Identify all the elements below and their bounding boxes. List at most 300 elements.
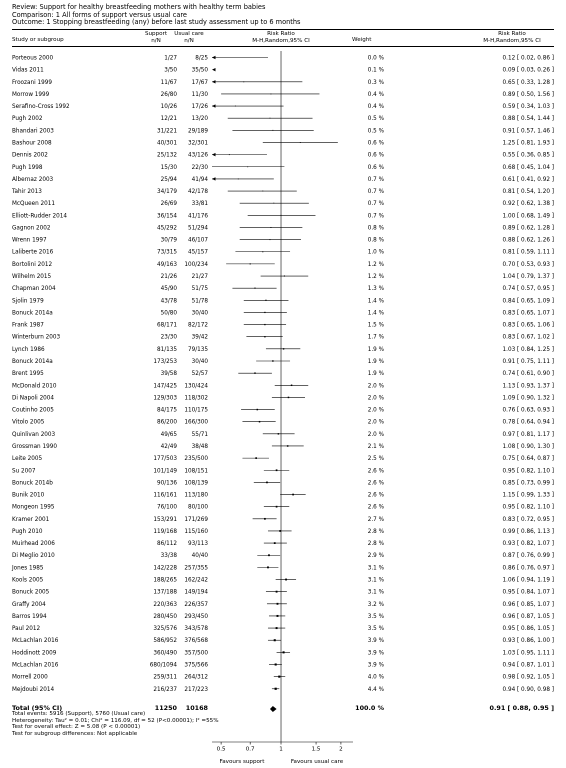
study-usual: 235/500 (184, 456, 208, 463)
study-support: 11/67 (160, 79, 177, 86)
study-ci: 1.03 [ 0.84, 1.25 ] (502, 346, 554, 353)
study-usual: 171/269 (184, 516, 208, 523)
study-support: 280/450 (153, 613, 177, 620)
study-usual: 217/223 (184, 686, 208, 693)
study-usual: 51/294 (187, 225, 208, 232)
study-support: 86/112 (156, 541, 177, 548)
study-usual: 79/135 (187, 346, 208, 353)
study-ci: 0.83 [ 0.65, 1.06 ] (502, 322, 554, 329)
study-point (229, 154, 230, 155)
study-support: 26/80 (160, 91, 177, 98)
study-ci: 0.12 [ 0.02, 0.86 ] (502, 55, 554, 62)
study-ci: 0.85 [ 0.73, 0.99 ] (502, 480, 554, 487)
study-point (278, 433, 279, 434)
study-support: 119/168 (153, 528, 177, 535)
study-weight: 2.8 % (367, 541, 384, 548)
study-point (243, 81, 244, 82)
study-weight: 2.1 % (367, 443, 384, 450)
study-ci: 0.91 [ 0.57, 1.46 ] (502, 128, 554, 135)
study-weight: 1.4 % (367, 298, 384, 305)
col-usual-label: Usual care (174, 31, 204, 37)
study-weight: 0.7 % (367, 189, 384, 196)
study-point (291, 385, 292, 386)
comparison-title: Comparison: 1 All forms of support versus usual care (12, 10, 187, 19)
study-weight: 0.5 % (367, 128, 384, 135)
study-usual: 51/78 (191, 298, 208, 305)
study-support: 34/179 (156, 189, 177, 196)
study-support: 259/311 (153, 674, 177, 681)
study-usual: 108/151 (184, 468, 208, 475)
study-usual: 100/234 (184, 261, 208, 268)
study-weight: 4.4 % (367, 686, 384, 693)
study-ci: 0.61 [ 0.41, 0.92 ] (502, 176, 554, 183)
study-usual: 32/301 (187, 140, 208, 147)
study-name: Wilhelm 2015 (12, 274, 52, 281)
study-usual: 35/50 (191, 67, 208, 74)
study-name: Wrenn 1997 (12, 237, 47, 244)
study-ci: 1.08 [ 0.90, 1.30 ] (502, 443, 554, 450)
study-ci: 0.74 [ 0.57, 0.95 ] (502, 286, 554, 293)
study-usual: 130/424 (184, 383, 208, 390)
study-ci: 0.83 [ 0.67, 1.02 ] (502, 334, 554, 341)
favours-left-label: Favours support (219, 759, 265, 765)
x-tick-label: 0.7 (245, 746, 255, 753)
study-name: Froozani 1999 (12, 79, 52, 86)
study-name: Winterburn 2003 (12, 334, 61, 341)
study-point (283, 348, 284, 349)
study-ci: 1.03 [ 0.95, 1.11 ] (502, 650, 554, 657)
study-support: 15/30 (160, 164, 177, 171)
study-ci: 1.06 [ 0.94, 1.19 ] (502, 577, 554, 584)
x-tick-label: 1 (279, 746, 283, 753)
study-name: Quinlivan 2003 (12, 431, 56, 438)
study-ci: 0.78 [ 0.64, 0.94 ] (502, 419, 554, 426)
study-support: 23/30 (160, 334, 177, 341)
study-name: Pugh 2010 (12, 528, 43, 535)
study-usual: 118/302 (184, 395, 208, 402)
study-usual: 45/157 (187, 249, 208, 256)
study-weight: 2.6 % (367, 468, 384, 475)
study-name: Vidas 2011 (12, 67, 44, 74)
study-weight: 1.9 % (367, 371, 384, 378)
study-ci: 0.59 [ 0.34, 1.03 ] (502, 104, 554, 111)
study-ci: 0.91 [ 0.75, 1.11 ] (502, 359, 554, 365)
col-rr-plot-label: Risk Ratio (267, 31, 295, 37)
study-ci: 0.94 [ 0.90, 0.98 ] (502, 686, 554, 693)
study-ci: 0.76 [ 0.63, 0.93 ] (502, 407, 554, 414)
study-usual: 41/176 (187, 213, 208, 220)
study-usual: 41/94 (191, 176, 208, 183)
study-name: Bunik 2010 (12, 492, 45, 499)
study-support: 153/291 (153, 516, 177, 523)
study-support: 142/228 (153, 565, 177, 572)
study-name: Kramer 2001 (12, 516, 50, 523)
study-name: Pugh 1998 (12, 164, 43, 171)
study-support: 26/69 (160, 201, 177, 208)
study-point (275, 663, 277, 665)
overall-effect: Test for overall effect: Z = 5.08 (P < 0.00001) (12, 724, 141, 730)
study-name: McLachlan 2016 (12, 662, 59, 669)
study-usual: 376/568 (184, 638, 208, 645)
study-point (275, 688, 277, 690)
study-point (276, 506, 278, 508)
study-name: Bonuck 2014a (12, 310, 53, 317)
study-weight: 2.0 % (367, 431, 384, 438)
study-usual: 93/113 (187, 541, 208, 548)
study-support: 137/188 (153, 589, 177, 596)
study-ci-arrow-left (212, 153, 216, 156)
study-ci-arrow-left (212, 68, 216, 71)
total-support: 11250 (154, 704, 177, 712)
study-usual: 52/57 (191, 371, 208, 378)
study-point (277, 603, 279, 605)
study-ci: 0.68 [ 0.45, 1.04 ] (502, 164, 554, 171)
study-weight: 3.1 % (367, 589, 384, 596)
study-point (272, 360, 273, 361)
study-usual: 38/48 (191, 443, 208, 450)
study-ci: 0.86 [ 0.76, 0.97 ] (502, 565, 554, 572)
study-name: Kools 2005 (12, 577, 44, 584)
study-name: Bashour 2008 (12, 140, 52, 147)
study-ci: 0.96 [ 0.87, 1.05 ] (502, 613, 554, 620)
study-point (292, 494, 294, 496)
study-weight: 3.1 % (367, 577, 384, 584)
study-weight: 0.4 % (367, 104, 384, 111)
study-ci: 1.25 [ 0.81, 1.93 ] (502, 140, 554, 147)
study-support: 36/154 (156, 213, 177, 220)
study-weight: 1.2 % (367, 274, 384, 281)
study-weight: 2.6 % (367, 480, 384, 487)
study-support: 40/301 (156, 140, 177, 147)
study-name: Graffy 2004 (12, 601, 46, 608)
study-name: Pugh 2002 (12, 116, 43, 123)
study-weight: 2.6 % (367, 504, 384, 511)
study-support: 45/292 (156, 225, 177, 232)
study-point (264, 324, 265, 325)
study-weight: 0.0 % (367, 55, 384, 62)
study-point (262, 191, 263, 192)
study-support: 68/171 (156, 322, 177, 329)
study-ci: 0.88 [ 0.62, 1.26 ] (502, 237, 554, 244)
total-events: Total events: 5916 (Support), 5760 (Usual care) (12, 711, 146, 717)
study-usual: 11/30 (191, 91, 208, 98)
study-usual: 22/30 (191, 164, 208, 171)
study-ci: 0.95 [ 0.84, 1.07 ] (502, 589, 554, 596)
study-support: 3/50 (164, 67, 177, 74)
study-point (277, 615, 279, 617)
study-point (264, 336, 265, 337)
study-support: 31/221 (156, 128, 177, 135)
study-ci: 0.81 [ 0.59, 1.11 ] (502, 249, 554, 256)
study-usual: 375/566 (184, 662, 208, 669)
study-weight: 1.5 % (367, 322, 384, 329)
study-weight: 1.9 % (367, 359, 384, 365)
study-support: 90/136 (156, 480, 177, 487)
study-usual: 55/71 (191, 431, 208, 438)
study-usual: 46/107 (187, 237, 208, 244)
study-ci: 0.92 [ 0.62, 1.38 ] (502, 201, 554, 208)
study-weight: 1.9 % (367, 346, 384, 353)
study-point (250, 263, 251, 264)
col-rr-plot-method: M-H,Random,95% CI (252, 37, 310, 44)
study-weight: 0.6 % (367, 164, 384, 171)
study-name: Vitolo 2005 (12, 419, 45, 426)
study-usual: 343/578 (184, 626, 208, 633)
study-name: Laliberte 2016 (12, 249, 54, 256)
study-name: Grossman 1990 (12, 443, 57, 450)
study-weight: 0.6 % (367, 152, 384, 159)
study-usual: 30/40 (191, 359, 208, 365)
study-name: Tahir 2013 (12, 189, 42, 196)
study-weight: 0.6 % (367, 140, 384, 147)
x-tick-label: 0.5 (216, 746, 226, 753)
study-support: 39/58 (160, 371, 177, 378)
study-point (300, 142, 301, 143)
study-point (270, 93, 271, 94)
favours-right-label: Favours usual care (290, 759, 344, 765)
review-title: Review: Support for healthy breastfeeding mothers with healthy term babies (12, 3, 266, 11)
study-usual: 115/160 (184, 528, 208, 535)
study-name: McDonald 2010 (12, 383, 57, 390)
col-support-unit: n/N (151, 37, 161, 44)
study-ci-arrow-left (212, 56, 216, 59)
study-point (266, 482, 268, 484)
col-study: Study or subgroup (12, 37, 64, 43)
study-point (283, 651, 285, 653)
study-name: McQueen 2011 (12, 201, 56, 208)
study-point (238, 178, 239, 179)
study-weight: 0.3 % (367, 79, 384, 86)
study-name: Porteous 2000 (12, 55, 54, 62)
study-point (287, 445, 289, 447)
study-name: Bhandari 2003 (12, 128, 54, 135)
study-weight: 1.2 % (367, 261, 384, 268)
study-ci: 0.95 [ 0.82, 1.10 ] (502, 468, 554, 475)
study-ci: 0.89 [ 0.50, 1.56 ] (502, 91, 554, 98)
study-support: 188/265 (153, 577, 177, 584)
study-name: Sjolin 1979 (12, 298, 44, 305)
study-ci: 0.99 [ 0.86, 1.13 ] (502, 528, 554, 535)
study-weight: 2.9 % (367, 553, 384, 560)
study-name: Su 2007 (12, 468, 36, 475)
study-usual: 113/180 (184, 492, 208, 499)
study-point (270, 118, 271, 119)
col-usual-unit: n/N (184, 37, 194, 44)
study-weight: 2.5 % (367, 456, 384, 463)
study-point (264, 518, 266, 520)
study-ci: 1.13 [ 0.93, 1.37 ] (502, 383, 554, 390)
study-usual: 162/242 (184, 577, 208, 584)
study-point (276, 469, 278, 471)
study-support: 45/90 (160, 286, 177, 293)
study-name: Hoddinott 2009 (12, 650, 57, 657)
heterogeneity: Heterogeneity: Tau² = 0.01; Chi² = 116.09, df = 52 (P<0.00001); I² =55% (12, 717, 219, 724)
study-weight: 3.5 % (367, 626, 384, 633)
study-point (254, 372, 255, 373)
study-support: 21/26 (160, 274, 177, 281)
study-ci: 0.95 [ 0.86, 1.05 ] (502, 626, 554, 633)
study-weight: 2.0 % (367, 395, 384, 402)
study-support: 1/27 (164, 55, 177, 62)
total-label: Total (95% CI) (12, 704, 63, 712)
study-usual: 51/75 (191, 286, 208, 293)
study-support: 586/952 (153, 638, 177, 645)
study-ci-arrow-left (212, 177, 216, 180)
study-point (269, 239, 270, 240)
x-tick-label: 2 (339, 746, 343, 753)
study-name: Bonuck 2014a (12, 359, 53, 365)
study-name: Brent 1995 (12, 371, 44, 378)
study-support: 50/80 (160, 310, 177, 317)
study-usual: 21/27 (191, 274, 208, 281)
study-point (272, 130, 273, 131)
study-ci: 0.93 [ 0.86, 1.00 ] (502, 638, 554, 645)
study-support: 76/100 (156, 504, 177, 511)
study-point (247, 166, 248, 167)
study-weight: 3.9 % (367, 662, 384, 669)
study-support: 25/132 (156, 152, 177, 159)
study-ci: 0.65 [ 0.33, 1.28 ] (502, 79, 554, 86)
study-support: 177/503 (153, 456, 177, 463)
study-name: Serafino-Cross 1992 (12, 104, 70, 111)
study-usual: 110/175 (184, 407, 208, 414)
study-usual: 17/26 (191, 104, 208, 111)
study-support: 43/78 (160, 298, 177, 305)
study-weight: 2.0 % (367, 419, 384, 426)
study-usual: 293/450 (184, 613, 208, 620)
study-ci: 0.96 [ 0.85, 1.07 ] (502, 601, 554, 608)
study-support: 42/49 (160, 443, 177, 450)
study-support: 49/65 (160, 431, 177, 438)
study-support: 680/1094 (149, 662, 177, 669)
study-ci: 0.09 [ 0.03, 0.26 ] (502, 67, 554, 74)
study-ci: 0.55 [ 0.36, 0.85 ] (502, 152, 554, 159)
study-support: 325/576 (153, 626, 177, 633)
study-name: Lynch 1986 (12, 346, 45, 353)
study-ci: 0.88 [ 0.54, 1.44 ] (502, 116, 554, 123)
study-usual: 82/172 (187, 322, 208, 329)
study-ci: 0.97 [ 0.81, 1.17 ] (502, 431, 554, 438)
study-ci: 0.87 [ 0.76, 0.99 ] (502, 553, 554, 560)
study-ci: 0.74 [ 0.61, 0.90 ] (502, 371, 554, 378)
study-name: Elliott-Rudder 2014 (12, 213, 67, 220)
study-usual: 264/312 (184, 674, 208, 681)
study-ci: 0.95 [ 0.82, 1.10 ] (502, 504, 554, 511)
study-name: Albernaz 2003 (12, 176, 54, 183)
total-diamond (270, 706, 277, 712)
study-usual: 80/100 (187, 504, 208, 511)
study-support: 360/490 (153, 650, 177, 657)
study-ci: 1.04 [ 0.79, 1.37 ] (502, 274, 554, 281)
study-support: 129/303 (153, 395, 177, 402)
study-ci-arrow-left (212, 80, 216, 83)
study-support: 147/425 (153, 383, 177, 390)
study-point (259, 421, 260, 422)
study-point (268, 554, 270, 556)
study-point (274, 639, 276, 641)
study-usual: 43/126 (187, 152, 208, 159)
study-point (274, 542, 276, 544)
study-point (285, 579, 287, 581)
study-name: Di Napoli 2004 (12, 395, 55, 402)
study-usual: 29/189 (187, 128, 208, 135)
study-weight: 3.1 % (367, 565, 384, 572)
study-ci: 0.89 [ 0.62, 1.28 ] (502, 225, 554, 232)
study-ci: 0.81 [ 0.54, 1.20 ] (502, 189, 554, 196)
study-ci: 1.00 [ 0.68, 1.49 ] (502, 213, 554, 220)
study-ci: 0.84 [ 0.65, 1.09 ] (502, 298, 554, 305)
study-support: 73/315 (156, 249, 177, 256)
study-name: Morrow 1999 (12, 91, 50, 98)
study-name: Bonuck 2014b (12, 480, 53, 487)
study-ci: 1.15 [ 0.99, 1.33 ] (502, 492, 554, 499)
study-point (273, 203, 274, 204)
study-usual: 42/178 (187, 189, 208, 196)
study-support: 101/149 (153, 468, 177, 475)
study-weight: 0.8 % (367, 237, 384, 244)
study-support: 12/21 (160, 116, 177, 123)
study-usual: 108/139 (184, 480, 208, 487)
study-ci: 0.83 [ 0.72, 0.95 ] (502, 516, 554, 523)
col-weight: Weight (352, 37, 372, 43)
col-rr-text-method: M-H,Random,95% CI (483, 37, 541, 44)
study-weight: 1.4 % (367, 310, 384, 317)
study-usual: 8/25 (195, 55, 208, 62)
study-usual: 33/81 (191, 201, 208, 208)
study-point (276, 591, 278, 593)
study-weight: 0.4 % (367, 91, 384, 98)
study-weight: 2.0 % (367, 383, 384, 390)
outcome-title: Outcome: 1 Stopping breastfeeding (any) before last study assessment up to 6 months (12, 18, 301, 26)
study-weight: 0.1 % (367, 67, 384, 74)
study-support: 33/38 (160, 553, 177, 560)
study-point (235, 106, 236, 107)
study-name: Frank 1987 (12, 322, 44, 329)
col-support-label: Support (144, 31, 168, 37)
study-point (278, 676, 280, 678)
study-weight: 3.5 % (367, 613, 384, 620)
study-support: 10/26 (160, 104, 177, 111)
study-name: McLachlan 2016 (12, 638, 59, 645)
study-name: Gagnon 2002 (12, 225, 51, 232)
study-weight: 0.7 % (367, 201, 384, 208)
study-usual: 30/40 (191, 310, 208, 317)
study-point (254, 288, 255, 289)
study-name: Barros 1994 (12, 613, 47, 620)
study-point (265, 300, 266, 301)
study-weight: 2.8 % (367, 528, 384, 535)
study-weight: 1.0 % (367, 249, 384, 256)
study-weight: 0.5 % (367, 116, 384, 123)
study-usual: 13/20 (191, 116, 208, 123)
study-point (276, 627, 278, 629)
study-usual: 17/67 (191, 79, 208, 86)
study-weight: 4.0 % (367, 674, 384, 681)
study-ci: 0.98 [ 0.92, 1.05 ] (502, 674, 554, 681)
study-ci: 0.94 [ 0.87, 1.01 ] (502, 662, 554, 669)
study-usual: 226/357 (184, 601, 208, 608)
study-name: Morrell 2000 (12, 674, 48, 681)
study-name: Bortolini 2012 (12, 261, 53, 268)
study-support: 49/163 (156, 261, 177, 268)
study-support: 173/253 (153, 359, 177, 365)
total-ci: 0.91 [ 0.88, 0.95 ] (489, 704, 554, 712)
x-tick-label: 1.5 (311, 746, 321, 753)
study-support: 220/363 (153, 601, 177, 608)
study-support: 86/200 (156, 419, 177, 426)
study-ci-arrow-left (212, 104, 216, 107)
study-support: 116/161 (153, 492, 177, 499)
